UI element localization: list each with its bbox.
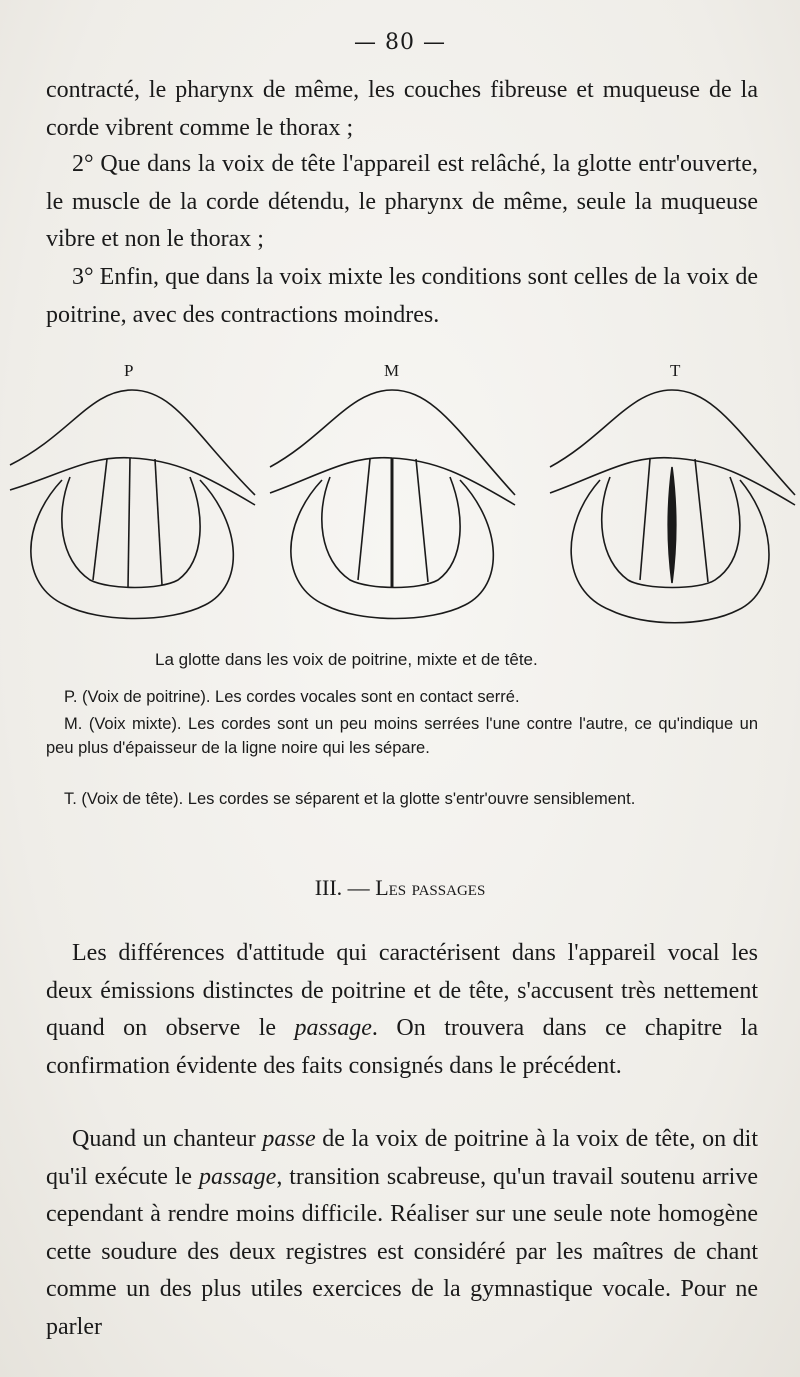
- glottis-illustration: [0, 355, 800, 655]
- paragraph-text: Quand un chanteur: [72, 1126, 263, 1152]
- section-heading: [0, 875, 800, 901]
- legend-t: [46, 787, 758, 811]
- figure-label-t: T: [670, 361, 681, 380]
- emphasis-passe: passe: [262, 1126, 316, 1152]
- paragraph-point-3: [46, 259, 758, 334]
- legend-p: [46, 685, 758, 709]
- section-number: III. —: [314, 875, 370, 900]
- paragraph-text: 2° Que dans la voix de tête l'appareil est relâché, la glotte entr'ouverte, le muscle de la corde détendu, le pharynx de même, seule la muqueuse vibre et non le thorax ;: [46, 151, 758, 252]
- glottis-diagram-t: [550, 390, 795, 623]
- paragraph-point-2: [46, 146, 758, 259]
- page-number: — 80 —: [354, 30, 446, 55]
- legend-text: M. (Voix mixte). Les cordes sont un peu moins serrées l'une contre l'autre, ce qu'indique un peu plus d'épaisseur de la ligne noire qui les sépare.: [46, 715, 758, 757]
- section-title: Les passages: [375, 875, 486, 900]
- paragraph-text: Les différences d'attitude qui caractérisent dans l'appareil vocal les deux émissions distinctes de poitrine et de tête, s'accusent très nettement quand on observe le: [46, 940, 758, 1041]
- paragraph-text: 3° Enfin, que dans la voix mixte les conditions sont celles de la voix de poitrine, avec des contractions moindres.: [46, 264, 758, 328]
- emphasis-passage: passage: [294, 1015, 372, 1041]
- legend-text: P. (Voix de poitrine). Les cordes vocales sont en contact serré.: [64, 688, 520, 706]
- figure-caption: La glotte dans les voix de poitrine, mixte et de tête.: [155, 650, 538, 669]
- figure-label-p: P: [124, 361, 134, 380]
- paragraph-passages-intro: [46, 935, 758, 1085]
- paragraph-text: , transition scabreuse, qu'un travail soutenu arrive cependant à rendre moins difficile. Réaliser sur une seule note homogène cette soudure des deux registres est considéré par les maîtres de chant comme un des plus utiles exercices de la gymnastique vocale. Pour ne parler: [46, 1163, 758, 1340]
- legend-m: [46, 712, 758, 760]
- paragraph-continuation: contracté, le pharynx de même, les couches fibreuse et muqueuse de la corde vibrent comme le thorax ;: [46, 77, 758, 141]
- paragraph-text: . On trouvera dans ce chapitre la confirmation évidente des faits consignés dans le précédent.: [46, 1015, 758, 1079]
- glottis-diagram-p: [10, 390, 255, 619]
- emphasis-passage: passage: [199, 1163, 277, 1190]
- legend-text: T. (Voix de tête). Les cordes se séparent et la glotte s'entr'ouvre sensiblement.: [64, 790, 636, 808]
- glottis-diagram-m: [270, 390, 515, 619]
- paragraph-text: de la voix de poitrine à la voix de tête, on dit qu'il exécute le: [46, 1126, 758, 1190]
- paragraph-passages-definition: [46, 1121, 758, 1346]
- figure-label-m: M: [384, 361, 400, 380]
